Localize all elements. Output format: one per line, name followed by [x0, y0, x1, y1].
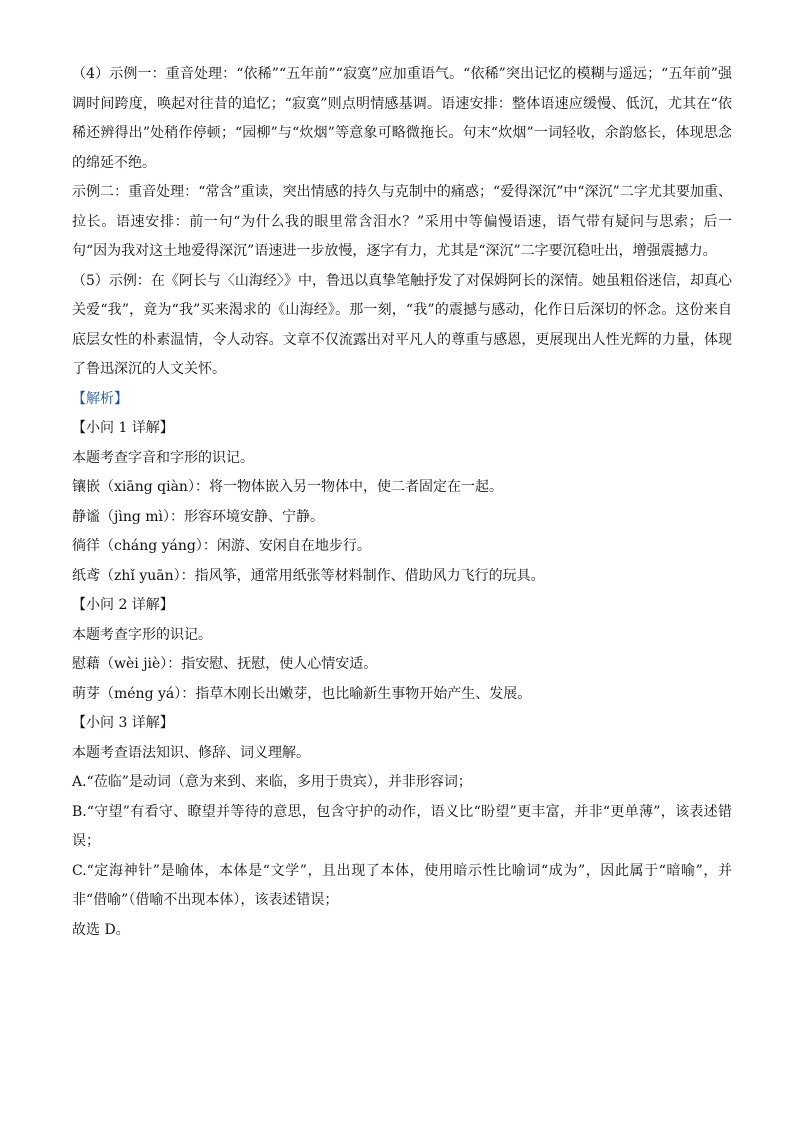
answer-item5: （5）示例：在《阿长与〈山海经〉》中，鲁迅以真挚笔触抒发了对保姆阿长的深情。她虽粗俗迷信，却真心关爱“我”，竟为“我”买来渴求的《山海经》。那一刻，“我”的震撼与感动，化作日后深切的怀念。这份来自底层女性的朴素温情，令人动容。文章不仅流露出对平凡人的尊重与感恩，更展现出人性光辉的力量，体现了鲁迅深沉的人文关怀。: [72, 272, 732, 377]
q3-option-c: C.“定海神针”是喻体，本体是“文学”，且出现了本体，使用暗示性比喻词“成为”，因此属于“暗喻”，并非“借喻”（借喻不出现本体），该表述错误；: [72, 862, 732, 908]
q1-heading: 【小问 1 详解】: [72, 420, 174, 436]
q2-intro: 本题考查字形的识记。: [72, 626, 212, 643]
answer-item4-example2: 示例二：重音处理：“常含”重读，突出情感的持久与克制中的痛惑；“爱得深沉”中“深沉”二字尤其要加重、拉长。语速安排：前一句“为什么我的眼里常含泪水？”采用中等偏慢语速，语气带有疑问与思索；后一句“因为我对这土地爱得深沉”语速进一步放慢，逐字有力，尤其是“深沉”二字要沉稳吐出，增强震撼力。: [72, 184, 732, 259]
q1-item: 徜徉（cháng yáng）：闲游、安闲自在地步行。: [72, 538, 371, 554]
analysis-heading: 【解析】: [72, 390, 128, 407]
q3-option-b: B.“守望”有看守、瞭望并等待的意思，包含守护的动作，语义比“盼望”更丰富，并非“更单薄”，该表述错误；: [72, 803, 732, 849]
q1-item: 镶嵌（xiāng qiàn）：将一物体嵌入另一物体中，使二者固定在一起。: [72, 479, 503, 495]
q3-conclusion: 故选 D。: [72, 921, 130, 938]
q3-intro: 本题考查语法知识、修辞、词义理解。: [72, 744, 310, 761]
q1-item: 静谧（jìng mì）：形容环境安静、宁静。: [72, 508, 324, 525]
q3-heading: 【小问 3 详解】: [72, 715, 174, 731]
q3-option-a: A.“莅临”是动词（意为来到、来临，多用于贵宾），并非形容词；: [72, 774, 472, 790]
q2-item: 慰藉（wèi jiè）：指安慰、抚慰，使人心情安适。: [72, 656, 378, 672]
q1-intro: 本题考查字音和字形的识记。: [72, 449, 254, 466]
q2-heading: 【小问 2 详解】: [72, 597, 174, 613]
document-page: [72, 60, 732, 945]
q2-item: 萌芽（méng yá）：指草木刚长出嫩芽，也比喻新生事物开始产生、发展。: [72, 685, 532, 702]
q1-item: 纸鸢（zhǐ yuān）：指风筝，通常用纸张等材料制作、借助风力飞行的玩具。: [72, 567, 545, 584]
answer-item4-example1: （4）示例一：重音处理：“依稀”“五年前”“寂寞”应加重语气。“依稀”突出记忆的模糊与遥远；“五年前”强调时间跨度，唤起对往昔的追忆；“寂寞”则点明情感基调。语速安排：整体语速应缓慢、低沉，尤其在“依稀还辨得出”处稍作停顿；“园柳”与“炊烟”等意象可略微拖长。句末“炊烟”一词轻收，余韵悠长，体现思念的绵延不绝。: [72, 66, 732, 171]
